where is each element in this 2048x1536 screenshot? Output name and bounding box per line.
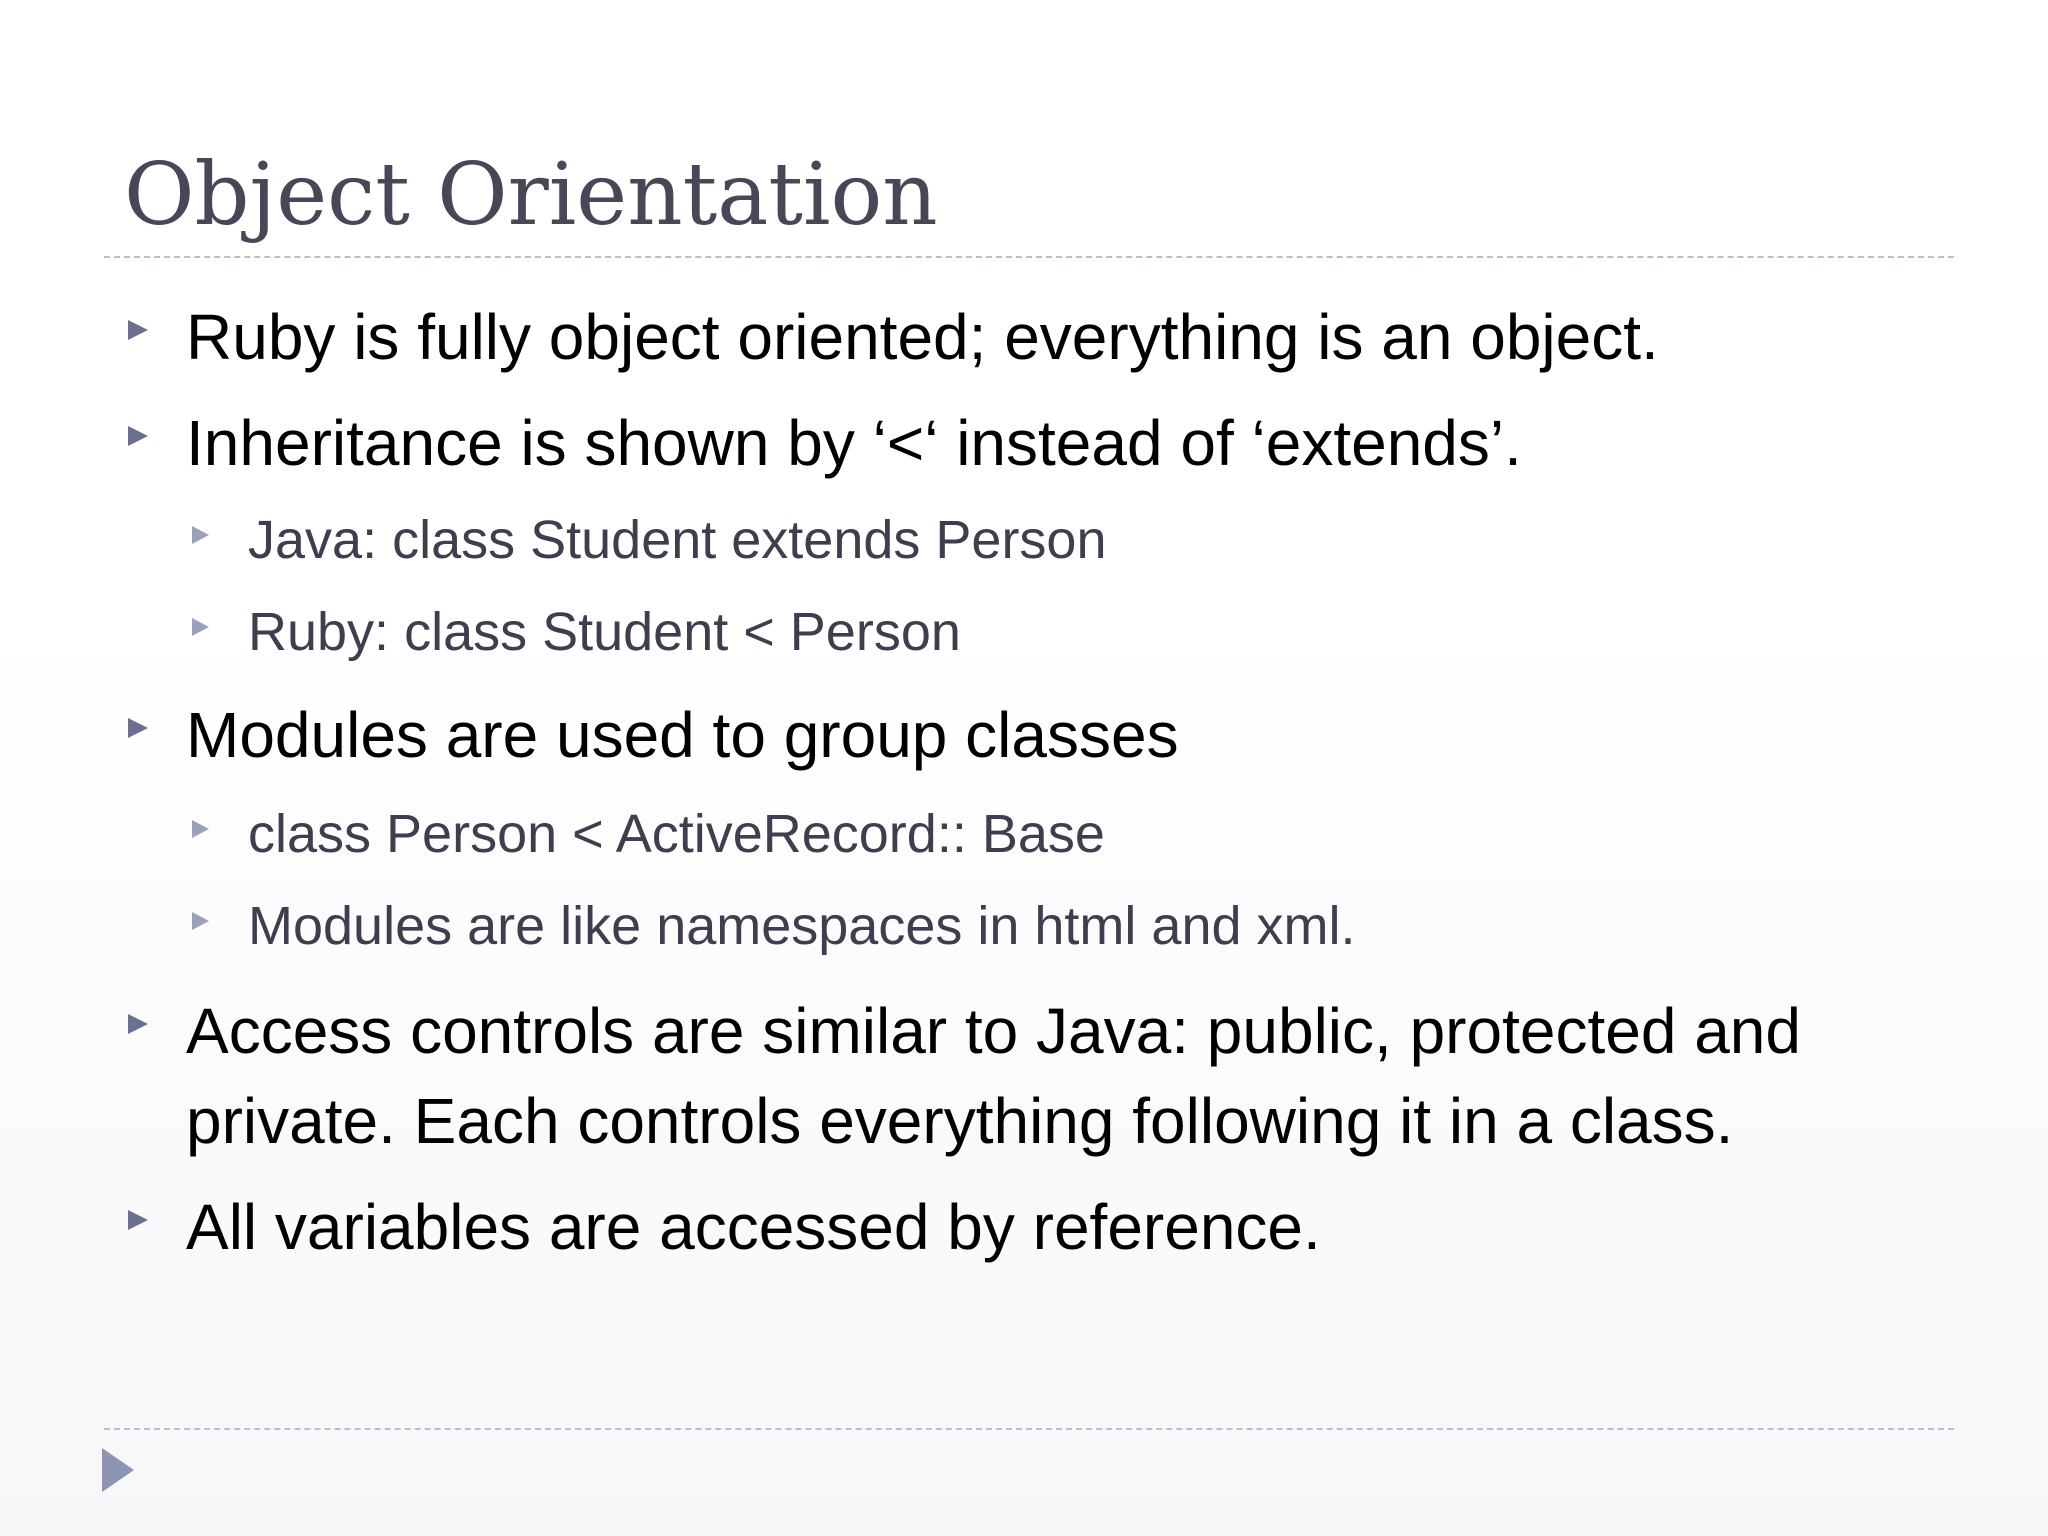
slide-title: Object Orientation [124, 145, 938, 245]
bullet-item [186, 1182, 1321, 1272]
sub-bullet-item [248, 594, 961, 670]
sub-bullet-text: Modules are like namespaces in html and xml. [248, 896, 1356, 956]
footer-divider [104, 1428, 1954, 1430]
triangle-right-icon [128, 718, 148, 738]
bullet-text-line-2: private. Each controls everything following it in a class. [186, 1085, 1734, 1157]
triangle-right-icon [128, 426, 148, 446]
bullet-text: Inheritance is shown by ‘<‘ instead of ‘extends’. [186, 407, 1522, 479]
bullet-text-line-1: Access controls are similar to Java: public, protected and [186, 995, 1801, 1067]
triangle-right-icon [192, 820, 209, 838]
sub-bullet-item [248, 796, 1105, 872]
sub-bullet-item [248, 888, 1356, 964]
title-divider [104, 256, 1954, 258]
sub-bullet-item [248, 502, 1107, 578]
bullet-item [186, 986, 1801, 1166]
bullet-item [186, 398, 1522, 488]
triangle-right-icon [128, 1014, 148, 1034]
bullet-item [186, 292, 1659, 382]
triangle-right-icon [192, 526, 209, 544]
triangle-right-icon [128, 1210, 148, 1230]
sub-bullet-text: Ruby: class Student < Person [248, 602, 961, 662]
bullet-text: Modules are used to group classes [186, 699, 1179, 771]
bullet-text: All variables are accessed by reference. [186, 1191, 1321, 1263]
bullet-text: Ruby is fully object oriented; everything is an object. [186, 301, 1659, 373]
sub-bullet-text: class Person < ActiveRecord:: Base [248, 804, 1105, 864]
triangle-right-icon [128, 320, 148, 340]
bullet-item [186, 690, 1179, 780]
triangle-right-icon [192, 618, 209, 636]
triangle-right-icon [192, 912, 209, 930]
sub-bullet-text: Java: class Student extends Person [248, 510, 1107, 570]
next-slide-icon[interactable] [102, 1448, 134, 1492]
